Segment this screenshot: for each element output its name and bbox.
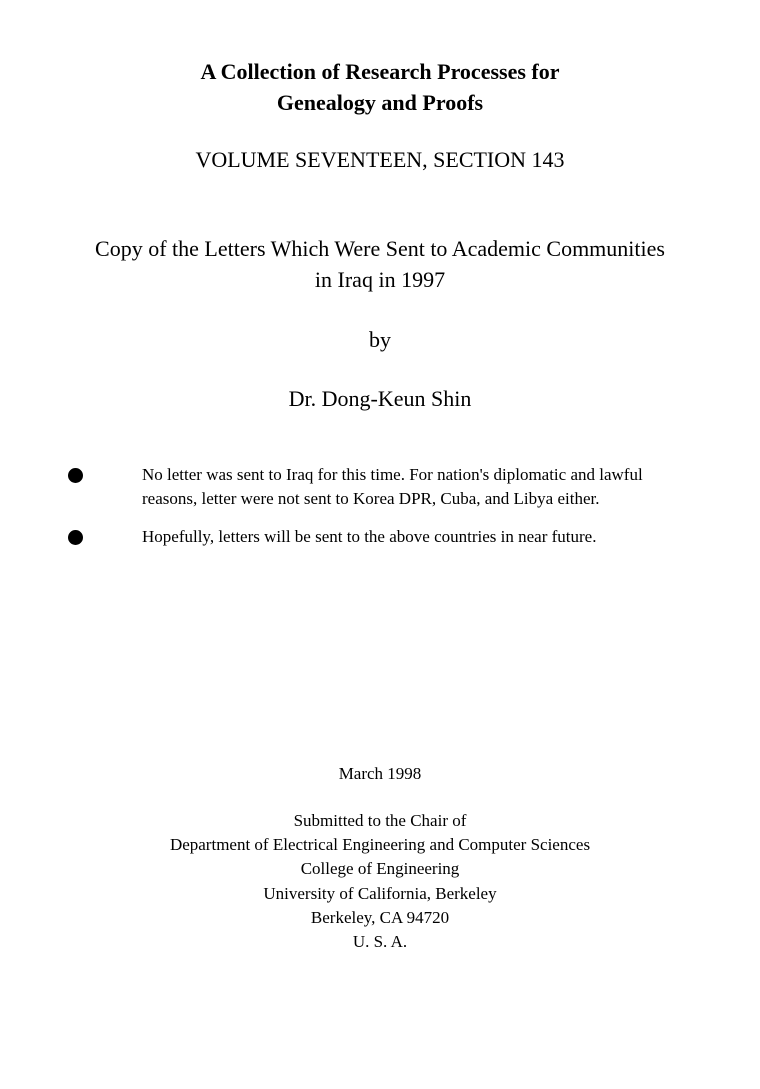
- submission-line-6: U. S. A.: [352, 932, 408, 952]
- note-line-1: No letter was sent to Iraq for this time. For nation's diplomatic and lawful: [142, 465, 643, 484]
- submission-line-1: Submitted to the Chair of: [293, 811, 467, 830]
- document-subject: [0, 233, 760, 295]
- bullet-dot-icon: [68, 468, 83, 483]
- list-item: [0, 525, 760, 549]
- author-name: Dr. Dong-Keun Shin: [288, 386, 472, 411]
- title-line-1: A Collection of Research Processes for: [200, 59, 560, 84]
- subject-line-2: in Iraq in 1997: [314, 267, 446, 292]
- volume-section: VOLUME SEVENTEEN, SECTION 143: [195, 147, 565, 172]
- submission-block: [0, 809, 760, 954]
- title-line-2: Genealogy and Proofs: [276, 90, 484, 115]
- notes-list: [0, 463, 760, 549]
- bullet-dot-icon: [68, 530, 83, 545]
- document-title: [0, 56, 760, 118]
- by-label: by: [369, 327, 391, 352]
- submission-line-2: Department of Electrical Engineering and Computer Sciences: [169, 835, 591, 855]
- note-line-1: Hopefully, letters will be sent to the above countries in near future.: [142, 527, 597, 546]
- note-text: [142, 525, 702, 549]
- submission-line-5: Berkeley, CA 94720: [310, 907, 450, 927]
- note-line-2: reasons, letter were not sent to Korea DPR, Cuba, and Libya either.: [142, 489, 600, 508]
- submission-line-3: College of Engineering: [300, 859, 460, 879]
- submission-line-4: University of California, Berkeley: [263, 883, 497, 903]
- list-item: [0, 463, 760, 511]
- document-date: March 1998: [338, 764, 422, 783]
- subject-line-1: Copy of the Letters Which Were Sent to Academic Communities: [95, 236, 665, 261]
- note-text: [142, 463, 702, 511]
